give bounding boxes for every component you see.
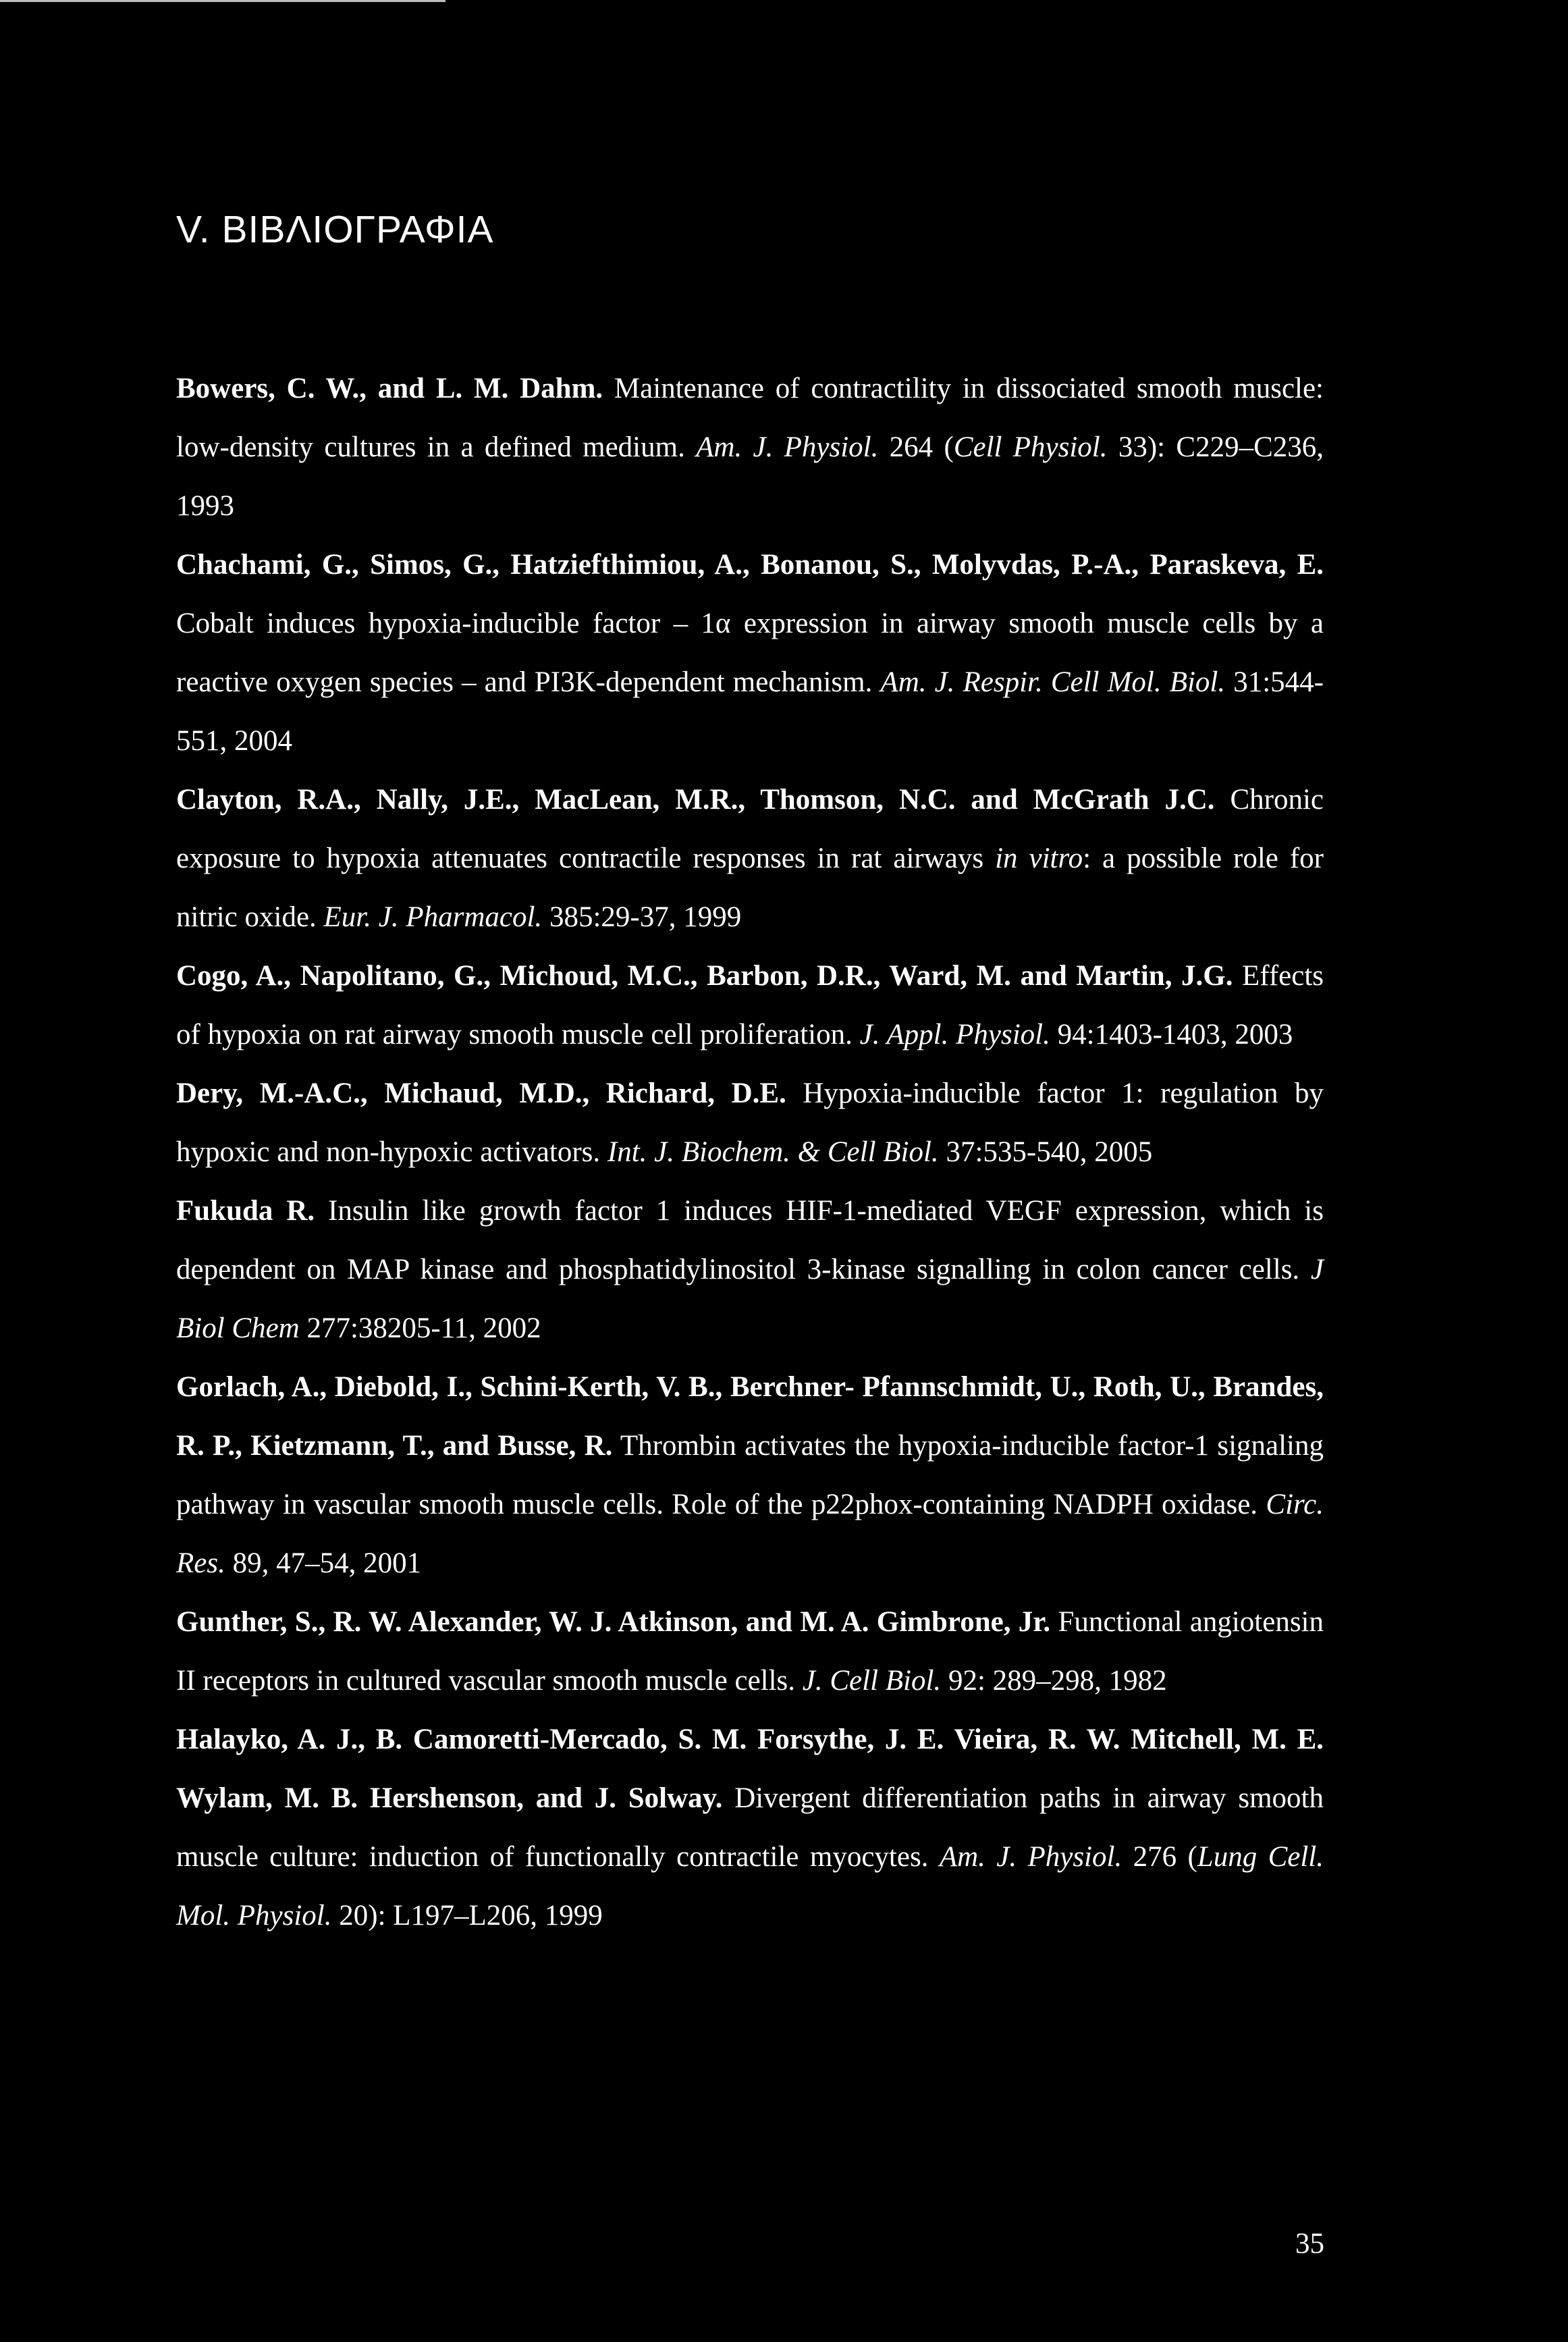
reference-journal: Circ. Res. (176, 1489, 1324, 1579)
reference-authors: Halayko, A. J., B. Camoretti-Mercado, S. M. Forsythe, J. E. Vieira, R. W. Mitchell, M. E. Wylam, M. B. Hershenson, and J. Solway. (176, 1724, 1324, 1814)
reference-entry (176, 770, 1324, 947)
reference-journal: Int. J. Biochem. & Cell Biol. (607, 1136, 939, 1168)
reference-entry (176, 1181, 1324, 1358)
reference-journal: in vitro (995, 843, 1083, 874)
reference-journal: Lung Cell. Mol. Physiol. (176, 1841, 1324, 1932)
reference-text: 31:544-551, 2004 (176, 666, 1324, 757)
reference-authors: Gunther, S., R. W. Alexander, W. J. Atkinson, and M. A. Gimbrone, Jr. (176, 1606, 1051, 1638)
reference-authors: Bowers, C. W., and L. M. Dahm. (176, 373, 603, 404)
reference-authors: Cogo, A., Napolitano, G., Michoud, M.C., Barbon, D.R., Ward, M. and Martin, J.G. (176, 960, 1233, 992)
reference-text: : a possible role for nitric oxide. (176, 843, 1324, 933)
reference-authors: Gorlach, A., Diebold, I., Schini-Kerth, V. B., Berchner- Pfannschmidt, U., Roth, U., Brandes, R. P., Kietzmann, T., and Busse, R. (176, 1371, 1324, 1462)
reference-text: Insulin like growth factor 1 induces HIF-1-mediated VEGF expression, which is dependent on MAP kinase and phosphatidylinositol 3-kinase signalling in colon cancer cells. (176, 1195, 1324, 1285)
reference-text: 277:38205-11, 2002 (299, 1312, 541, 1344)
reference-entry (176, 1358, 1324, 1593)
reference-text: Thrombin activates the hypoxia-inducible factor-1 signaling pathway in vascular smooth muscle cells. Role of the p22phox-containing NADPH oxidase. (176, 1430, 1324, 1520)
reference-entry (176, 947, 1324, 1064)
reference-entry (176, 1064, 1324, 1181)
reference-text: 94:1403-1403, 2003 (1050, 1019, 1293, 1050)
reference-text: 264 ( (878, 431, 954, 463)
reference-text: Effects of hypoxia on rat airway smooth muscle cell proliferation. (176, 960, 1324, 1050)
reference-journal: J. Cell Biol. (802, 1665, 942, 1697)
reference-text: Cobalt induces hypoxia-inducible factor – 1α expression in airway smooth muscle cells by a reactive oxygen species – and PI3K-dependent mechanism. (176, 608, 1324, 698)
section-title: V. ΒΙΒΛΙΟΓΡΑΦΙΑ (176, 208, 494, 251)
reference-text: 33): C229–C236, 1993 (176, 431, 1324, 522)
reference-authors: Clayton, R.A., Nally, J.E., MacLean, M.R., Thomson, N.C. and McGrath J.C. (176, 784, 1215, 816)
reference-text: Hypoxia-inducible factor 1: regulation by hypoxic and non-hypoxic activators. (176, 1077, 1324, 1168)
reference-text: 276 ( (1122, 1841, 1197, 1873)
reference-entry (176, 1593, 1324, 1710)
reference-list (176, 359, 1324, 1945)
reference-authors: Fukuda R. (176, 1195, 315, 1227)
reference-authors: Dery, M.-A.C., Michaud, M.D., Richard, D.E. (176, 1077, 786, 1109)
top-scan-rule (0, 0, 445, 2)
reference-entry (176, 359, 1324, 535)
reference-journal: J. Appl. Physiol. (859, 1019, 1050, 1050)
reference-journal: Eur. J. Pharmacol. (323, 901, 543, 933)
reference-text: 92: 289–298, 1982 (941, 1665, 1167, 1697)
reference-entry (176, 535, 1324, 770)
reference-journal: Am. J. Respir. Cell Mol. Biol. (880, 666, 1226, 698)
reference-text: 37:535-540, 2005 (938, 1136, 1153, 1168)
reference-text: Divergent differentiation paths in airway smooth muscle culture: induction of functionally contractile myocytes. (176, 1782, 1324, 1873)
reference-text: Maintenance of contractility in dissociated smooth muscle: low-density cultures in a defined medium. (176, 373, 1324, 463)
reference-journal: Am. J. Physiol. (696, 431, 879, 463)
reference-journal: Cell Physiol. (953, 431, 1108, 463)
reference-journal: Am. J. Physiol. (939, 1841, 1123, 1873)
reference-journal: J Biol Chem (176, 1254, 1324, 1344)
reference-entry (176, 1710, 1324, 1945)
reference-text: 20): L197–L206, 1999 (331, 1900, 603, 1932)
reference-authors: Chachami, G., Simos, G., Hatziefthimiou, A., Bonanou, S., Molyvdas, P.-A., Paraskeva, E. (176, 549, 1324, 581)
reference-text: 385:29-37, 1999 (542, 901, 742, 933)
reference-text: Functional angiotensin II receptors in cultured vascular smooth muscle cells. (176, 1606, 1324, 1697)
reference-text: Chronic exposure to hypoxia attenuates contractile responses in rat airways (176, 784, 1324, 874)
page-number: 35 (1295, 2228, 1324, 2260)
reference-text: 89, 47–54, 2001 (225, 1547, 422, 1579)
